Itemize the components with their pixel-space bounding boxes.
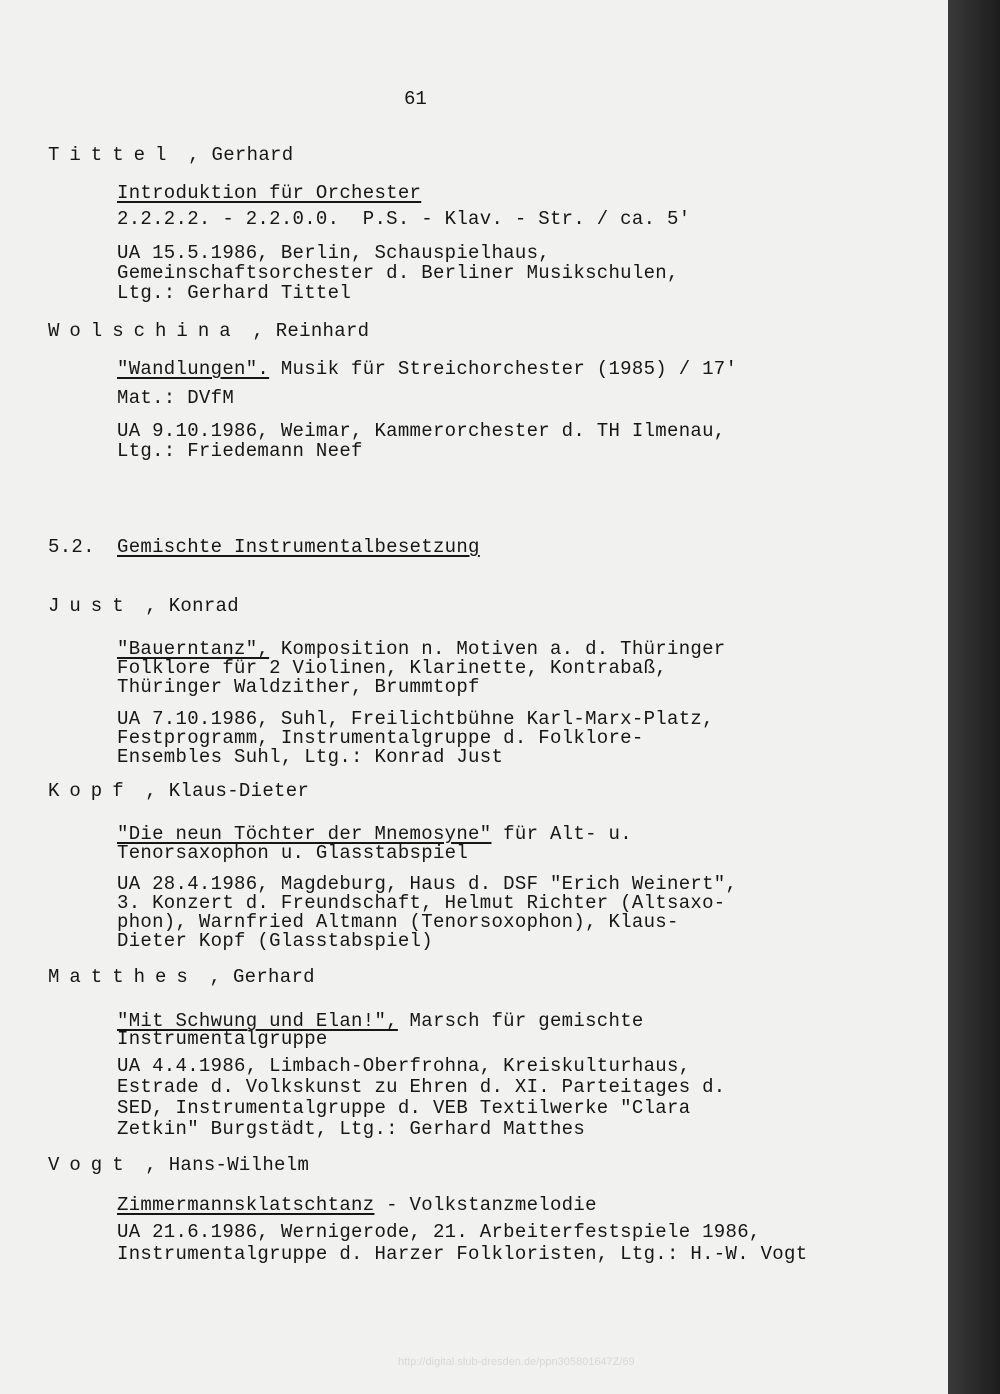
section-number: 5.2. bbox=[48, 536, 95, 558]
work-title-line: "Bauerntanz", Komposition n. Motiven a. d. Thüringer bbox=[117, 638, 726, 660]
composer-heading: Wolschina , Reinhard bbox=[48, 320, 370, 342]
performance-line: Ltg.: Gerhard Tittel bbox=[117, 282, 352, 304]
source-url: http://digital.slub-dresden.de/ppn305801647Z/69 bbox=[398, 1356, 635, 1368]
performance-line: Ensembles Suhl, Ltg.: Konrad Just bbox=[117, 746, 504, 768]
work-title-line: "Die neun Töchter der Mnemosyne" für Alt- u. bbox=[117, 823, 632, 845]
performance-line: Estrade d. Volkskunst zu Ehren d. XI. Parteitages d. bbox=[117, 1076, 726, 1098]
performance-line: phon), Warnfried Altmann (Tenorsoxophon), Klaus- bbox=[117, 911, 679, 933]
composer-given: Gerhard bbox=[211, 144, 294, 166]
performance-line: UA 9.10.1986, Weimar, Kammerorchester d. TH Ilmenau, bbox=[117, 420, 726, 442]
performance-line: UA 28.4.1986, Magdeburg, Haus d. DSF "Erich Weinert", bbox=[117, 873, 738, 895]
description-line: Folklore für 2 Violinen, Klarinette, Kontrabaß, bbox=[117, 657, 667, 679]
composer-given: Klaus-Dieter bbox=[168, 780, 310, 802]
performance-line: Ltg.: Friedemann Neef bbox=[117, 440, 363, 462]
work-title: Introduktion für Orchester bbox=[117, 182, 422, 204]
description-line: Tenorsaxophon u. Glasstabspiel bbox=[117, 842, 469, 864]
work-title-line: "Wandlungen". Musik für Streichorchester (1985) / 17' bbox=[117, 358, 738, 380]
scoring-line: 2.2.2.2. - 2.2.0.0. P.S. - Klav. - Str. / ca. 5' bbox=[117, 208, 691, 230]
composer-heading: Matthes , Gerhard bbox=[48, 966, 315, 988]
scan-edge bbox=[948, 0, 1000, 1394]
composer-given: Hans-Wilhelm bbox=[168, 1154, 310, 1176]
performance-line: Instrumentalgruppe d. Harzer Folkloristen, Ltg.: H.-W. Vogt bbox=[117, 1243, 808, 1265]
composer-surname: Just bbox=[48, 595, 134, 617]
composer-given: Gerhard bbox=[232, 966, 315, 988]
composer-heading: Kopf , Klaus-Dieter bbox=[48, 780, 310, 802]
composer-surname: Wolschina bbox=[48, 320, 241, 342]
composer-surname: Tittel bbox=[48, 144, 177, 166]
work-title-line: Zimmermannsklatschtanz - Volkstanzmelodie bbox=[117, 1194, 597, 1216]
composer-surname: Kopf bbox=[48, 780, 134, 802]
material-line: Mat.: DVfM bbox=[117, 387, 235, 409]
work-title-line: "Mit Schwung und Elan!", Marsch für gemischte bbox=[117, 1010, 644, 1032]
composer-surname: Matthes bbox=[48, 966, 198, 988]
performance-line: UA 21.6.1986, Wernigerode, 21. Arbeiterfestspiele 1986, bbox=[117, 1221, 761, 1243]
description-line: Thüringer Waldzither, Brummtopf bbox=[117, 676, 480, 698]
work-title-line bbox=[117, 182, 421, 204]
section-title: Gemischte Instrumentalbesetzung bbox=[117, 536, 480, 558]
performance-line: UA 4.4.1986, Limbach-Oberfrohna, Kreiskulturhaus, bbox=[117, 1055, 691, 1077]
composer-given: Konrad bbox=[168, 595, 239, 617]
work-title: "Mit Schwung und Elan!", bbox=[117, 1010, 398, 1032]
work-title: Zimmermannsklatschtanz bbox=[117, 1194, 375, 1216]
composer-heading: Just , Konrad bbox=[48, 595, 239, 617]
work-title: "Bauerntanz", bbox=[117, 638, 270, 660]
work-title: "Die neun Töchter der Mnemosyne" bbox=[117, 823, 492, 845]
composer-heading: Vogt , Hans-Wilhelm bbox=[48, 1154, 310, 1176]
page-number: 61 bbox=[404, 88, 427, 110]
performance-line: Festprogramm, Instrumentalgruppe d. Folklore- bbox=[117, 727, 644, 749]
description-line: Instrumentalgruppe bbox=[117, 1028, 328, 1050]
composer-heading: Tittel , Gerhard bbox=[48, 144, 294, 166]
performance-line: SED, Instrumentalgruppe d. VEB Textilwerke "Clara bbox=[117, 1097, 691, 1119]
performance-line: Gemeinschaftsorchester d. Berliner Musikschulen, bbox=[117, 262, 679, 284]
work-title: "Wandlungen". bbox=[117, 358, 270, 380]
performance-line: Zetkin" Burgstädt, Ltg.: Gerhard Matthes bbox=[117, 1118, 586, 1140]
performance-line: UA 7.10.1986, Suhl, Freilichtbühne Karl-Marx-Platz, bbox=[117, 708, 714, 730]
performance-line: 3. Konzert d. Freundschaft, Helmut Richter (Altsaxo- bbox=[117, 892, 726, 914]
composer-given: Reinhard bbox=[275, 320, 370, 342]
composer-surname: Vogt bbox=[48, 1154, 134, 1176]
performance-line: Dieter Kopf (Glasstabspiel) bbox=[117, 930, 433, 952]
performance-line: UA 15.5.1986, Berlin, Schauspielhaus, bbox=[117, 242, 550, 264]
